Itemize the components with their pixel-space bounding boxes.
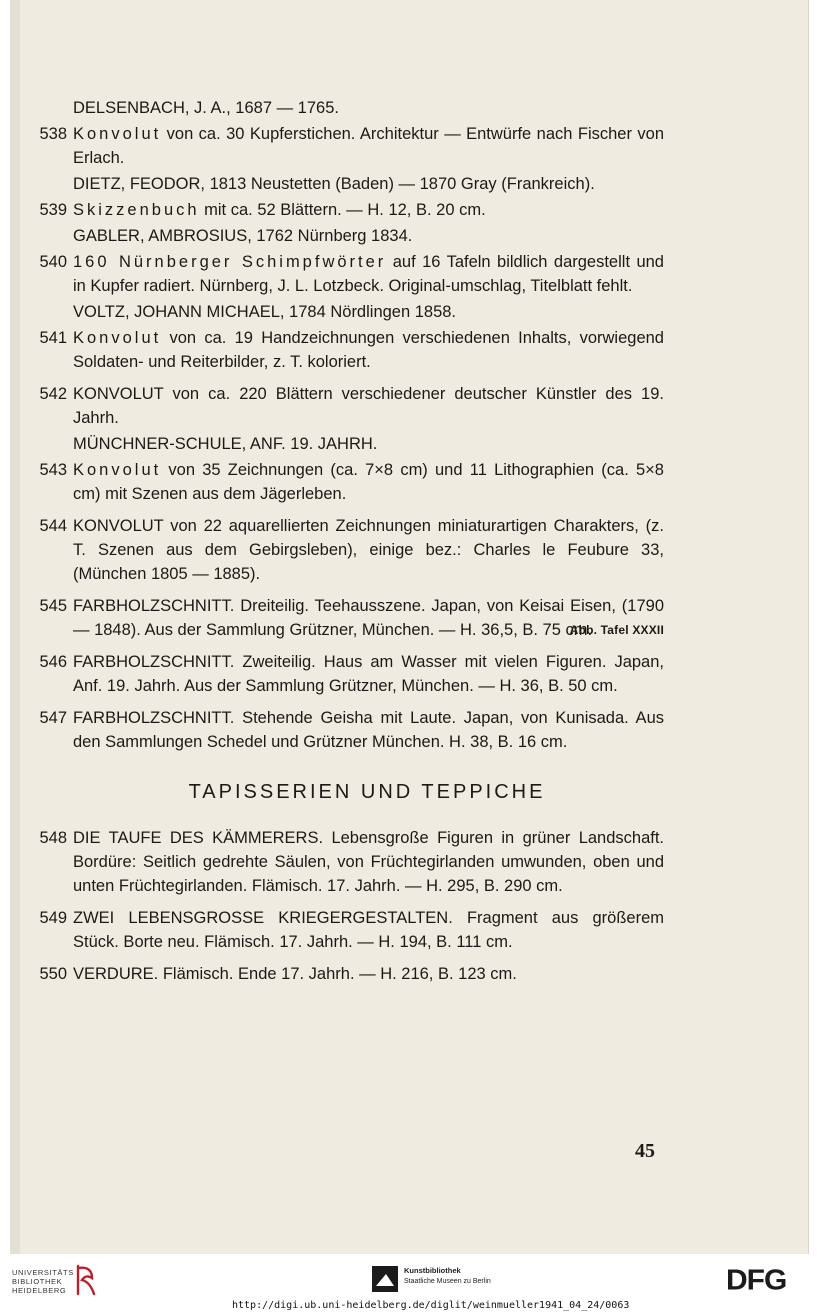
lot-description — [73, 514, 664, 586]
lot-title: DIE TAUFE DES KÄMMERERS. — [73, 829, 324, 847]
lot-title: FARBHOLZSCHNITT. — [73, 597, 235, 615]
kunstbibliothek-label[interactable] — [404, 1266, 491, 1287]
lot-entry — [30, 962, 664, 986]
lot-details: Stehende Geisha mit Laute. Japan, von Kunisada. Aus den Sammlungen Schedel und Grützner München. H. 38, B. 16 cm. — [73, 709, 664, 751]
section-title: TAPISSERIEN UND TEPPICHE — [188, 781, 546, 803]
lot-title: Konvolut — [73, 125, 162, 143]
lot-title: Skizzenbuch — [73, 201, 200, 219]
lot-entry — [30, 250, 664, 298]
lot-number: 549 — [39, 909, 67, 927]
lot-number: 541 — [39, 329, 67, 347]
kunstbibliothek-subtitle: Staatliche Museen zu Berlin — [404, 1278, 491, 1285]
artist-heading: DIETZ, FEODOR, 1813 Neustetten (Baden) — 1870 Gray (Frankreich). — [73, 175, 595, 193]
artist-heading: GABLER, AMBROSIUS, 1762 Nürnberg 1834. — [73, 227, 413, 245]
lot-description — [73, 962, 664, 986]
lot-number: 544 — [39, 517, 67, 535]
lot-description — [73, 826, 664, 898]
lot-entry — [30, 706, 664, 754]
lot-description — [73, 382, 664, 430]
lot-title: KONVOLUT — [73, 385, 164, 403]
lot-number: 546 — [39, 653, 67, 671]
lot-entry — [30, 326, 664, 374]
lot-title: FARBHOLZSCHNITT. — [73, 653, 235, 671]
lot-entry — [30, 514, 664, 586]
lot-entry — [30, 906, 664, 954]
lot-details: auf 16 Tafeln bildlich dargestellt und in Kupfer radiert. Nürnberg, J. L. Lotzbeck. Original-umschlag, Titelblatt fehlt. — [73, 253, 664, 295]
kunstbibliothek-title: Kunstbibliothek — [404, 1266, 461, 1275]
lot-number: 545 — [39, 597, 67, 615]
lot-details: mit ca. 52 Blättern. — H. 12, B. 20 cm. — [199, 201, 486, 219]
lot-title: Konvolut — [73, 461, 162, 479]
lot-description — [73, 250, 664, 298]
viewer-footer — [0, 1254, 817, 1314]
lot-details: von 35 Zeichnungen (ca. 7×8 cm) und 11 Lithographien (ca. 5×8 cm) mit Szenen aus dem Jägerleben. — [73, 461, 664, 503]
artist-heading: VOLTZ, JOHANN MICHAEL, 1784 Nördlingen 1858. — [73, 303, 457, 321]
scanned-page — [10, 0, 809, 1254]
lot-description — [73, 122, 664, 170]
scan-edge — [10, 0, 20, 1254]
lot-title: 160 Nürnberger Schimpfwörter — [73, 253, 387, 271]
artist-heading: DELSENBACH, J. A., 1687 — 1765. — [73, 99, 339, 117]
lot-number: 540 — [39, 253, 67, 271]
university-library-label[interactable] — [12, 1268, 74, 1295]
catalog-text — [30, 96, 664, 994]
lot-description — [73, 198, 664, 222]
lot-entry — [30, 122, 664, 170]
lot-title: FARBHOLZSCHNITT. — [73, 709, 235, 727]
kunstbibliothek-logo-icon[interactable] — [372, 1266, 398, 1292]
lot-number: 543 — [39, 461, 67, 479]
lot-entry — [30, 826, 664, 898]
lot-details: von ca. 30 Kupferstichen. Architektur — Entwürfe nach Fischer von Erlach. — [73, 125, 664, 167]
lot-title: ZWEI LEBENSGROSSE KRIEGERGESTALTEN. — [73, 909, 453, 927]
lot-title: Konvolut — [73, 329, 162, 347]
dfg-logo[interactable]: DFG — [726, 1264, 787, 1297]
lot-details: von 22 aquarellierten Zeichnungen miniaturartigen Charakters, (z. T. Szenen aus dem Gebirgsleben), einige bez.: Charles le Feubure 33, (München 1805 — 1885). — [73, 517, 664, 583]
lot-number: 550 — [39, 965, 67, 983]
lot-description — [73, 706, 664, 754]
lot-details: Zweiteilig. Haus am Wasser mit vielen Figuren. Japan, Anf. 19. Jahrh. Aus der Sammlung Grützner, München. — H. 36, B. 50 cm. — [73, 653, 664, 695]
lot-details: von ca. 19 Handzeichnungen verschiedenen Inhalts, vorwiegend Soldaten- und Reiterbilder, z. T. koloriert. — [73, 329, 664, 371]
artist-heading: MÜNCHNER-SCHULE, ANF. 19. JAHRH. — [73, 435, 378, 453]
lot-number: 547 — [39, 709, 67, 727]
lot-details: von ca. 220 Blättern verschiedener deutscher Künstler des 19. Jahrh. — [73, 385, 664, 427]
lot-description — [73, 458, 664, 506]
page-number: 45 — [635, 1140, 655, 1162]
lot-title: VERDURE. — [73, 965, 159, 983]
lot-number: 538 — [39, 125, 67, 143]
lot-description — [73, 650, 664, 698]
university-line: UNIVERSITÄTS — [12, 1268, 74, 1277]
lot-description — [73, 594, 664, 642]
lot-number: 548 — [39, 829, 67, 847]
lot-entry — [30, 650, 664, 698]
lot-description — [73, 906, 664, 954]
lot-entry — [30, 198, 664, 222]
lot-number: 539 — [39, 201, 67, 219]
plate-reference: Abb. Tafel XXXII — [569, 623, 664, 637]
lot-title: KONVOLUT — [73, 517, 164, 535]
university-logo-icon[interactable] — [74, 1264, 98, 1296]
lot-description — [73, 326, 664, 374]
university-line: HEIDELBERG — [12, 1286, 67, 1295]
lot-details: Lebensgroße Figuren in grüner Landschaft. Bordüre: Seitlich gedrehte Säulen, von Früchtegirlanden umwunden, oben und unten Früchtegirlanden. Flämisch. 17. Jahrh. — H. 295, B. 290 cm. — [73, 829, 665, 895]
lot-details: Fragment aus größerem Stück. Borte neu. Flämisch. 17. Jahrh. — H. 194, B. 111 cm. — [73, 909, 665, 951]
source-url[interactable]: http://digi.ub.uni-heidelberg.de/diglit/weinmueller1941_04_24/0063 — [232, 1300, 630, 1311]
lot-entry — [30, 458, 664, 506]
university-line: BIBLIOTHEK — [12, 1277, 63, 1286]
lot-number: 542 — [39, 385, 67, 403]
lot-entry — [30, 594, 664, 642]
lot-details: Dreiteilig. Teehausszene. Japan, von Keisai Eisen, (1790 — 1848). Aus der Sammlung Grützner, München. — H. 36,5, B. 75 cm. — [73, 597, 664, 639]
lot-entry — [30, 382, 664, 430]
lot-details: Flämisch. Ende 17. Jahrh. — H. 216, B. 123 cm. — [158, 965, 517, 983]
